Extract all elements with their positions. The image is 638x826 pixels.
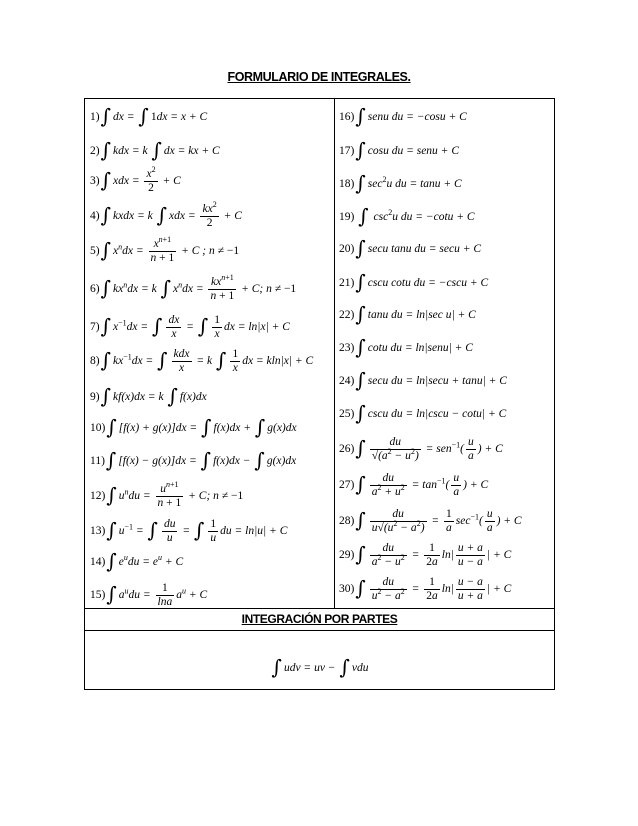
formula-5: 5)∫ $x^ndx$ = $\frac{x^{n+1}}{n + 1}$ + C ; n ≠ −1 (90, 235, 240, 264)
formula-30: 30)∫ $\frac{du}{u^2 - a^2}$ = $\frac{1}{2a}$ ln| $\frac{u - a}{u + a}$ | + C (339, 576, 512, 602)
formula-18: 18)∫ $\sec^2u$ du = tanu + C (339, 171, 462, 195)
formula-19: 19) ∫ $\csc^2u$ du = −cotu + C (339, 204, 475, 228)
parts-formula-box (84, 630, 555, 690)
formula-4: 4)∫ kxdx = k ∫ xdx = $\frac{kx^2}{2}$ + C (90, 200, 242, 229)
page-title: FORMULARIO DE INTEGRALES. (227, 70, 411, 84)
formula-3: 3)∫ xdx = $\frac{x^2}{2}$ + C (90, 165, 181, 194)
formula-16: 16)∫ senu du = −cosu + C (339, 104, 467, 128)
section-header-box (84, 608, 555, 631)
formula-13: 13)∫ $u^{-1}$ = ∫ $\frac{du}{u}$ = ∫ $\frac{1}{u}$ du = ln|u| + C (90, 518, 288, 544)
formula-29: 29)∫ $\frac{du}{a^2 - u^2}$ = $\frac{1}{2a}$ ln| $\frac{u + a}{u - a}$ | + C (339, 542, 512, 568)
column-divider (334, 99, 335, 608)
formula-10: 10)∫ [f(x) + g(x)]dx = ∫ f(x)dx + ∫ g(x)dx (90, 415, 297, 439)
formula-14: 14)∫ $e^udu = e^u + C$ (90, 549, 184, 573)
formula-11: 11)∫ [f(x) − g(x)]dx = ∫ f(x)dx − ∫ g(x)dx (90, 448, 297, 472)
formula-17: 17)∫ cosu du = senu + C (339, 138, 459, 162)
formula-22: 22)∫ tanu du = ln|sec u| + C (339, 302, 476, 326)
formula-8: 8)∫ $kx^{-1}dx$ = ∫ $\frac{\text{kdx}}{x}$ = k ∫ $\frac{1}{x}$ dx = kln|x| + C (90, 348, 314, 374)
formula-24: 24)∫ secu du = ln|secu + tanu| + C (339, 368, 507, 392)
formula-7: 7)∫ $x^{-1}dx$ = ∫ $\frac{dx}{x}$ = ∫ $\frac{1}{x}$ dx = ln|x| + C (90, 314, 290, 340)
formula-9: 9)∫ kf(x)dx = k ∫ f(x)dx (90, 384, 207, 408)
formula-15: 15)∫ $a^udu$ = $\frac{1}{\ln a}$ $a^u + C$ (90, 582, 208, 608)
formula-2: 2)∫ kdx = k ∫ dx = kx + C (90, 138, 220, 162)
formula-26: 26)∫ $\frac{du}{√(a^2 - u^2)}$ = sen$^{-1}$( $\frac{u}{a}$ ) + C (339, 436, 503, 462)
formula-12: 12)∫ $u^ndu$ = $\frac{u^{n+1}}{n + 1}$ + C; n ≠ −1 (90, 480, 244, 509)
formula-23: 23)∫ cotu du = ln|senu| + C (339, 335, 473, 359)
formula-6: 6)∫ $kx^ndx = k$ ∫ $x^ndx$ = $\frac{kx^{n+1}}{n + 1}$ + C; n ≠ −1 (90, 273, 297, 302)
integration-by-parts-formula: ∫ udv = uv − ∫ vdu (271, 655, 369, 679)
formula-27: 27)∫ $\frac{du}{a^2 + u^2}$ = $\tan^{-1}$( $\frac{u}{a}$ ) + C (339, 472, 489, 498)
formula-20: 20)∫ secu tanu du = secu + C (339, 236, 482, 260)
formula-28: 28)∫ $\frac{du}{u√(u^2 - a^2)}$ = $\frac{1}{a}$ $\sec^{-1}$( $\frac{u}{a}$ ) + C (339, 508, 522, 534)
formula-1: 1)∫ dx = ∫ 1dx = x + C (90, 104, 208, 128)
formula-21: 21)∫ cscu cotu du = −cscu + C (339, 270, 489, 294)
section-title: INTEGRACIÓN POR PARTES (241, 612, 398, 626)
formula-25: 25)∫ cscu du = ln|cscu − cotu| + C (339, 401, 507, 425)
